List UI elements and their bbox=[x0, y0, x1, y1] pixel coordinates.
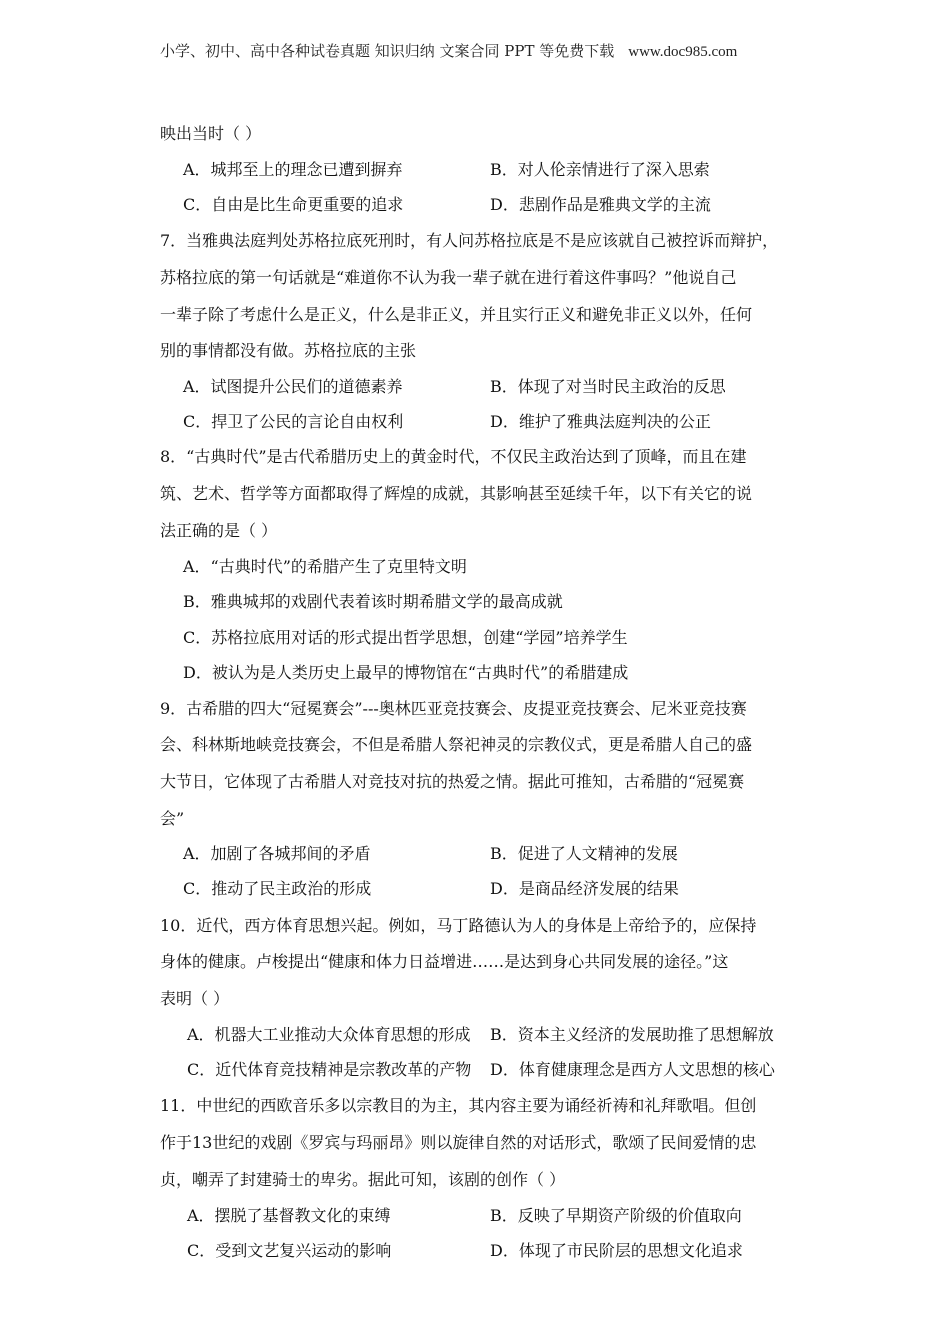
q10-option-d: D．体育健康理念是西方人文思想的核心 bbox=[490, 1060, 775, 1079]
q11-option-c: C．受到文艺复兴运动的影响 bbox=[187, 1241, 392, 1260]
q10-option-c: C．近代体育竞技精神是宗教改革的产物 bbox=[187, 1060, 472, 1079]
q9-line-2: 会、科林斯地峡竞技赛会，不但是希腊人祭祀神灵的宗教仪式，更是希腊人自己的盛 bbox=[160, 735, 753, 754]
q6-option-a: A．城邦至上的理念已遭到摒弃 bbox=[183, 160, 403, 179]
q9-option-c: C．推动了民主政治的形成 bbox=[183, 879, 372, 898]
page-header bbox=[160, 40, 800, 61]
q7-line-2: 苏格拉底的第一句话就是“难道你不认为我一辈子就在进行着这件事吗？”他说自己 bbox=[160, 268, 737, 287]
q8-option-b: B．雅典城邦的戏剧代表着该时期希腊文学的最高成就 bbox=[183, 592, 563, 611]
q10-line-2: 身体的健康。卢梭提出“健康和体力日益增进……是达到身心共同发展的途径。”这 bbox=[160, 952, 729, 971]
q8-option-a: A．“古典时代”的希腊产生了克里特文明 bbox=[183, 557, 467, 576]
q9-option-a: A．加剧了各城邦间的矛盾 bbox=[183, 844, 371, 863]
q7-option-b: B．体现了对当时民主政治的反思 bbox=[490, 377, 726, 396]
q6-option-c: C．自由是比生命更重要的追求 bbox=[183, 195, 404, 214]
q11-line-3: 贞，嘲弄了封建骑士的卑劣。据此可知，该剧的创作（ ） bbox=[160, 1170, 566, 1189]
q10-line-1: 10．近代，西方体育思想兴起。例如，马丁路德认为人的身体是上帝给予的，应保持 bbox=[160, 916, 757, 935]
q10-line-3: 表明（ ） bbox=[160, 989, 230, 1008]
q11-line-1: 11．中世纪的西欧音乐多以宗教目的为主，其内容主要为诵经祈祷和礼拜歌唱。但创 bbox=[160, 1096, 757, 1115]
q11-option-a: A．摆脱了基督教文化的束缚 bbox=[187, 1206, 391, 1225]
q11-option-b: B．反映了早期资产阶级的价值取向 bbox=[490, 1206, 742, 1225]
q8-option-d: D．被认为是人类历史上最早的博物馆在“古典时代”的希腊建成 bbox=[183, 663, 629, 682]
q7-line-4: 别的事情都没有做。苏格拉底的主张 bbox=[160, 341, 417, 360]
q6-option-d: D．悲剧作品是雅典文学的主流 bbox=[490, 195, 711, 214]
q7-option-d: D．维护了雅典法庭判决的公正 bbox=[490, 412, 711, 431]
q9-option-d: D．是商品经济发展的结果 bbox=[490, 879, 679, 898]
q11-line-2: 作于13世纪的戏剧《罗宾与玛丽昂》则以旋律自然的对话形式，歌颂了民间爱情的忠 bbox=[160, 1133, 757, 1152]
q7-line-1: 7．当雅典法庭判处苏格拉底死刑时，有人问苏格拉底是不是应该就自己被控诉而辩护， bbox=[160, 231, 779, 250]
q7-option-c: C．捍卫了公民的言论自由权利 bbox=[183, 412, 404, 431]
q10-option-b: B．资本主义经济的发展助推了思想解放 bbox=[490, 1025, 774, 1044]
q9-line-3: 大节日，它体现了古希腊人对竞技对抗的热爱之情。据此可推知，古希腊的“冠冕赛 bbox=[160, 772, 745, 791]
q9-line-4: 会” bbox=[160, 809, 185, 828]
q8-line-2: 筑、艺术、哲学等方面都取得了辉煌的成就，其影响甚至延续千年，以下有关它的说 bbox=[160, 484, 753, 503]
q7-line-3: 一辈子除了考虑什么是正义，什么是非正义，并且实行正义和避免非正义以外，任何 bbox=[160, 305, 753, 324]
q8-line-1: 8．“古典时代”是古代希腊历史上的黄金时代，不仅民主政治达到了顶峰，而且在建 bbox=[160, 447, 747, 466]
header-site: www.doc985.com bbox=[628, 44, 738, 60]
q9-option-b: B．促进了人文精神的发展 bbox=[490, 844, 678, 863]
q9-line-1: 9．古希腊的四大“冠冕赛会”---奥林匹亚竞技赛会、皮提亚竞技赛会、尼米亚竞技赛 bbox=[160, 699, 747, 718]
q10-option-a: A．机器大工业推动大众体育思想的形成 bbox=[187, 1025, 471, 1044]
q11-option-d: D．体现了市民阶层的思想文化追求 bbox=[490, 1241, 743, 1260]
q6-option-b: B．对人伦亲情进行了深入思索 bbox=[490, 160, 710, 179]
q7-option-a: A．试图提升公民们的道德素养 bbox=[183, 377, 403, 396]
q6-stem-tail: 映出当时（ ） bbox=[160, 124, 262, 143]
q8-line-3: 法正确的是（ ） bbox=[160, 521, 278, 540]
header-text: 小学、初中、高中各种试卷真题 知识归纳 文案合同 PPT 等免费下载 bbox=[160, 42, 615, 60]
q8-option-c: C．苏格拉底用对话的形式提出哲学思想，创建“学园”培养学生 bbox=[183, 628, 628, 647]
